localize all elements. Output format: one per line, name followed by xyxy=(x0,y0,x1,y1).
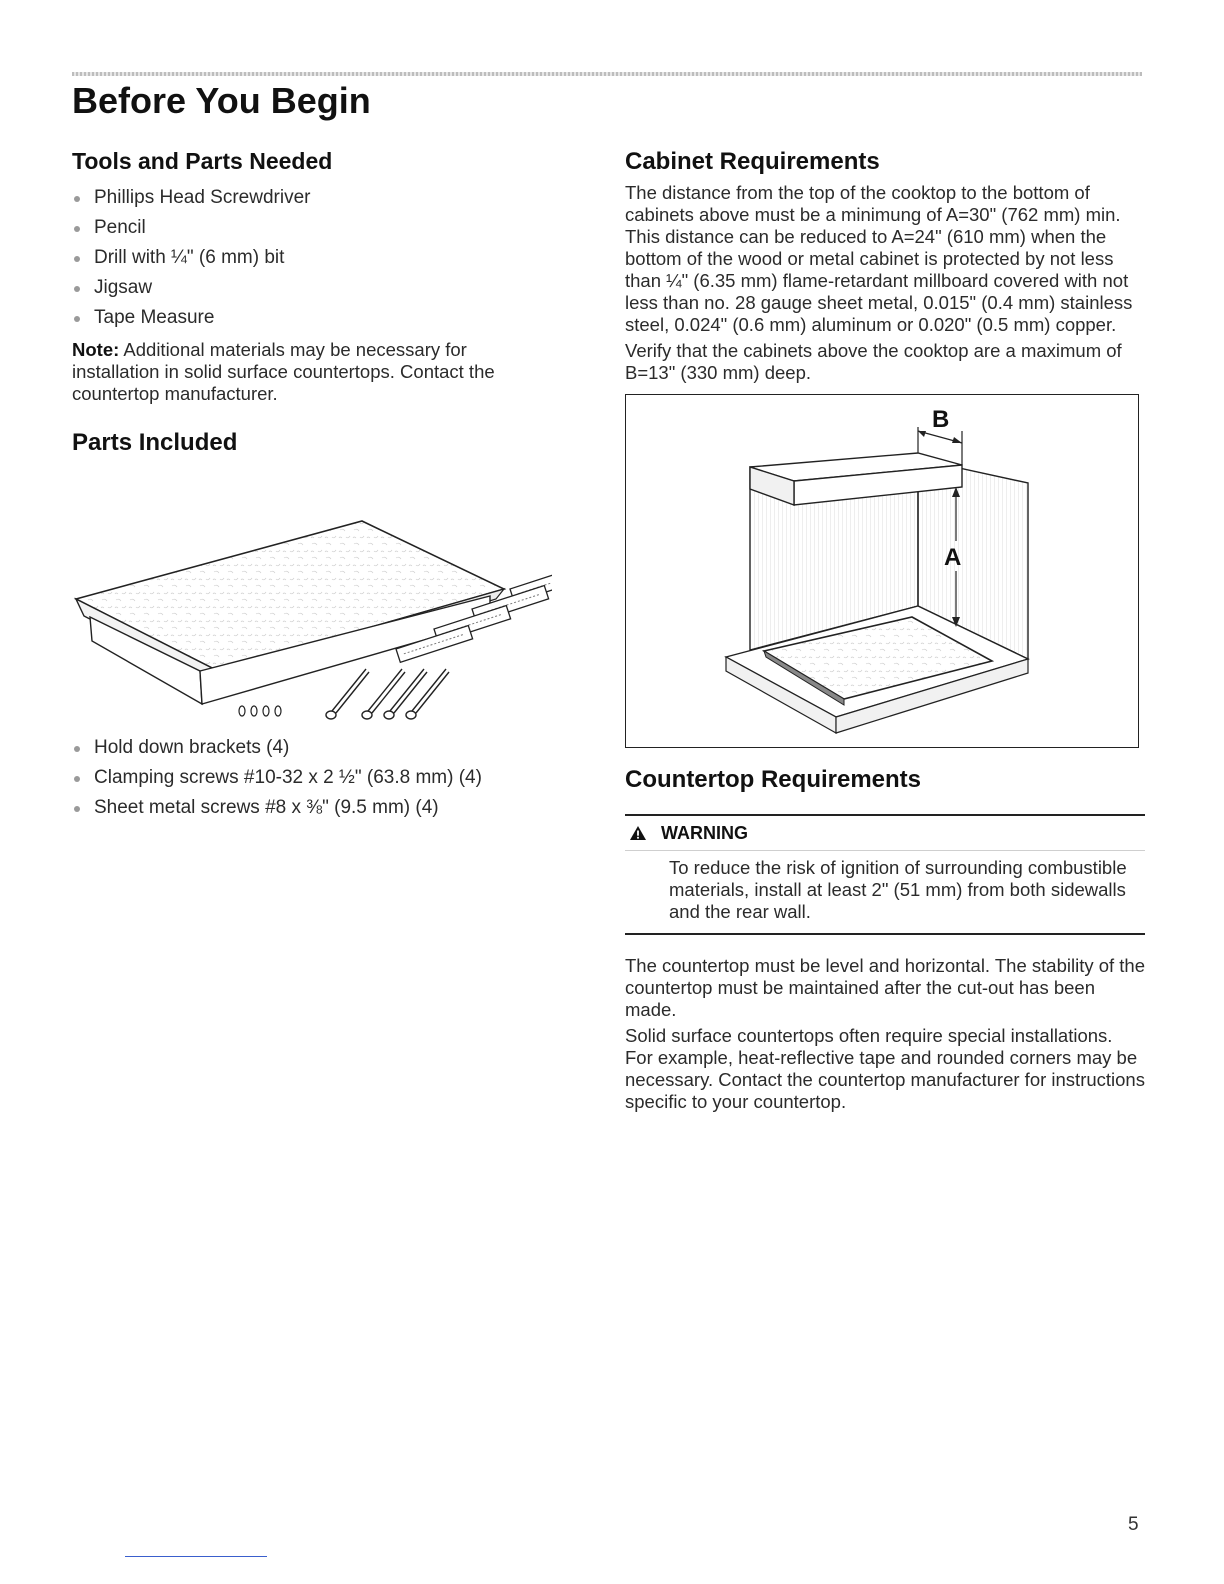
cabinet-heading: Cabinet Requirements xyxy=(625,148,880,175)
countertop-heading: Countertop Requirements xyxy=(625,766,922,793)
warning-label: WARNING xyxy=(661,822,748,843)
cabinet-paragraph-2: Verify that the cabinets above the cooktop are a maximum of B=13" (330 mm) deep. xyxy=(625,340,1122,383)
page-number: 5 xyxy=(1128,1514,1139,1535)
left-column xyxy=(72,148,552,823)
parts-heading: Parts Included xyxy=(72,429,238,456)
list-item: Jigsaw xyxy=(72,273,552,303)
clamping-screws xyxy=(326,669,449,719)
list-item: Phillips Head Screwdriver xyxy=(72,183,552,213)
cabinet-paragraph-1: The distance from the top of the cooktop to the bottom of cabinets above must be a minimung of A=30" (762 mm) min. This distance can be reduced to A=24" (610 mm) when the bottom of the wood or metal cabinet is protected by not less than ¼" (6.35 mm) flame-retardant millboard covered with not less than no. 28 gauge sheet metal, 0.015" (0.4 mm) stainless steel, 0.024" (0.6 mm) aluminum or 0.020" (0.5 mm) copper. xyxy=(625,182,1133,335)
warning-triangle-icon xyxy=(629,825,647,841)
warning-text: To reduce the risk of ignition of surrounding combustible materials, install at least 2" (51 mm) from both sidewalls and the rear wall. xyxy=(669,857,1127,922)
countertop-paragraph-1: The countertop must be level and horizontal. The stability of the countertop must be maintained after the cut-out has been made. xyxy=(625,955,1146,1020)
footer-rule xyxy=(125,1556,267,1557)
list-item: Drill with ¼" (6 mm) bit xyxy=(72,243,552,273)
cabinet-diagram-frame xyxy=(625,394,1139,748)
countertop-paragraph-2: Solid surface countertops often require special installations. For example, heat-reflective tape and rounded corners may be necessary. Contact the countertop manufacturer for instructions specific to your countertop. xyxy=(625,1025,1145,1112)
dimension-b-label: B xyxy=(932,406,950,433)
tools-note xyxy=(72,339,552,405)
right-column xyxy=(625,148,1145,1113)
list-item: Tape Measure xyxy=(72,303,552,333)
note-label: Note: xyxy=(72,339,120,360)
page-title: Before You Begin xyxy=(72,80,371,121)
note-text: Additional materials may be necessary for installation in solid surface countertops. Contact the countertop manufacturer. xyxy=(72,339,495,404)
list-item: Pencil xyxy=(72,213,552,243)
list-item: Clamping screws #10-32 x 2 ½" (63.8 mm) (4) xyxy=(72,763,552,793)
tools-heading: Tools and Parts Needed xyxy=(72,148,333,174)
warning-box xyxy=(625,814,1145,935)
header-rule xyxy=(72,72,1142,76)
list-item: Hold down brackets (4) xyxy=(72,733,552,763)
dimension-a-label: A xyxy=(944,544,962,571)
tools-list xyxy=(72,183,552,333)
parts-illustration xyxy=(72,471,552,733)
cabinet-diagram xyxy=(626,395,1137,746)
list-item: Sheet metal screws #8 x ⅜" (9.5 mm) (4) xyxy=(72,793,552,823)
warning-header xyxy=(625,816,1145,851)
sheet-metal-screws xyxy=(239,706,281,716)
parts-list xyxy=(72,733,552,823)
